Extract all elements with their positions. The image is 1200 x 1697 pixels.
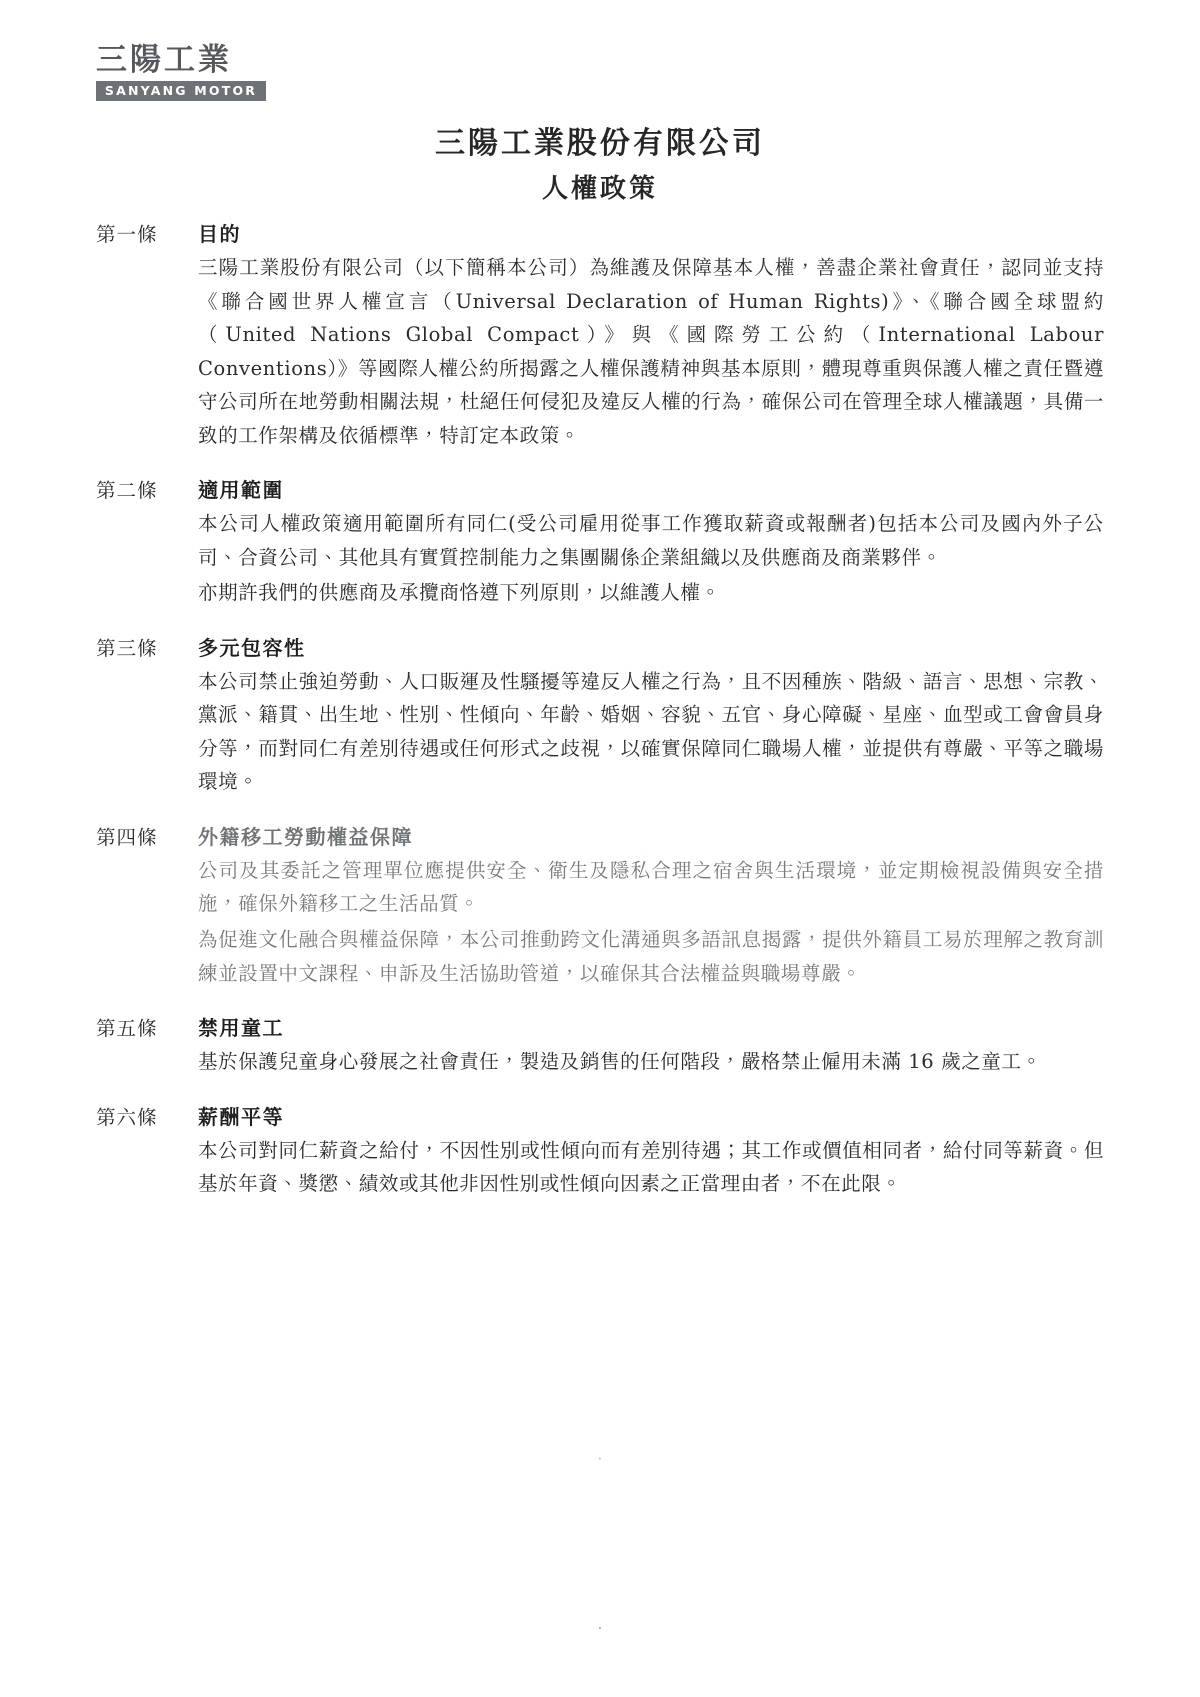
article-6-title: 薪酬平等 — [198, 1104, 284, 1129]
company-logo — [96, 44, 266, 101]
article-3-title: 多元包容性 — [198, 635, 306, 660]
article-2-number: 第二條 — [96, 479, 158, 503]
article-4-paragraph-2: 為促進文化融合與權益保障，本公司推動跨文化溝通與多語訊息揭露，提供外籍員工易於理解之教育訓練並設置中文課程、申訴及生活協助管道，以確保其合法權益與職場尊嚴。 — [198, 927, 1104, 985]
article-1 — [96, 218, 1104, 452]
article-6-heading — [96, 1101, 1104, 1130]
article-2-heading — [96, 474, 1104, 503]
article-3-heading — [96, 632, 1104, 661]
article-6 — [96, 1101, 1104, 1201]
page-footer-mark: · — [597, 1621, 603, 1637]
article-4-number: 第四條 — [96, 825, 158, 849]
article-2 — [96, 474, 1104, 610]
article-1-title: 目的 — [198, 222, 241, 246]
article-4-body — [198, 854, 1104, 990]
article-6-body — [198, 1134, 1104, 1201]
article-5-title: 禁用童工 — [198, 1016, 284, 1041]
article-3-body — [198, 665, 1104, 799]
article-5-heading — [96, 1012, 1104, 1041]
article-1-paragraph-1: 三陽工業股份有限公司（以下簡稱本公司）為維護及保障基本人權，善盡企業社會責任，認同並支持《聯合國世界人權宣言（Universal Declaration of Human Rights)》、《聯合國全球盟約（United Nations Global Compact）》與《國際勞工公約（International Labour Conventions）》等國際人權公約所揭露之人權保護精神與基本原則，體現尊重與保護人權之責任暨遵守公司所在地勞動相關法規，杜絕任何侵犯及違反人權的行為，確保公司在管理全球人權議題，具備一致的工作架構及依循標準，特訂定本政策。 — [198, 256, 1104, 447]
article-5-number: 第五條 — [96, 1017, 158, 1041]
article-3-paragraph-1: 本公司禁止強迫勞動、人口販運及性騷擾等違反人權之行為，且不因種族、階級、語言、思想、宗教、黨派、籍貫、出生地、性別、性傾向、年齡、婚姻、容貌、五官、身心障礙、星座、血型或工會會員身分等，而對同仁有差別待遇或任何形式之歧視，以確實保障同仁職場人權，並提供有尊嚴、平等之職場環境。 — [198, 669, 1104, 794]
article-2-paragraph-1: 本公司人權政策適用範圍所有同仁(受公司雇用從事工作獲取薪資或報酬者)包括本公司及國內外子公司、合資公司、其他具有實質控制能力之集團關係企業組織以及供應商及商業夥伴。 — [198, 512, 1104, 569]
article-2-body — [198, 507, 1104, 610]
logo-chinese-text: 三陽工業 — [96, 42, 232, 78]
article-2-title: 適用範圍 — [198, 478, 284, 503]
article-4-paragraph-1: 公司及其委託之管理單位應提供安全、衛生及隱私合理之宿舍與生活環境，並定期檢視設備與安全措施，確保外籍移工之生活品質。 — [198, 858, 1104, 916]
article-2-paragraph-2: 亦期許我們的供應商及承攬商恪遵下列原則，以維護人權。 — [198, 581, 721, 605]
article-4-heading — [96, 821, 1104, 850]
article-4-title: 外籍移工勞動權益保障 — [198, 824, 413, 849]
page-subtitle: 人權政策 — [541, 174, 658, 204]
article-4 — [96, 821, 1104, 990]
article-5-paragraph-1: 基於保護兒童身心發展之社會責任，製造及銷售的任何階段，嚴格禁止僱用未滿 16 歲之童工。 — [198, 1050, 1042, 1074]
article-6-number: 第六條 — [96, 1105, 158, 1129]
article-6-paragraph-1: 本公司對同仁薪資之給付，不因性別或性傾向而有差別待遇；其工作或價值相同者，給付同等薪資。但基於年資、獎懲、績效或其他非因性別或性傾向因素之正當理由者，不在此限。 — [198, 1138, 1104, 1196]
article-1-number: 第一條 — [96, 223, 158, 246]
article-5 — [96, 1012, 1104, 1079]
page-title: 三陽工業股份有限公司 — [435, 126, 765, 161]
document-body — [96, 218, 1104, 1223]
article-3 — [96, 632, 1104, 799]
page-mid-mark: · — [597, 1452, 603, 1467]
article-1-body — [198, 251, 1104, 452]
article-3-number: 第三條 — [96, 636, 158, 660]
article-1-heading — [96, 218, 1104, 247]
logo-english-text: SANYANG MOTOR — [96, 81, 266, 101]
article-5-body — [198, 1045, 1104, 1079]
